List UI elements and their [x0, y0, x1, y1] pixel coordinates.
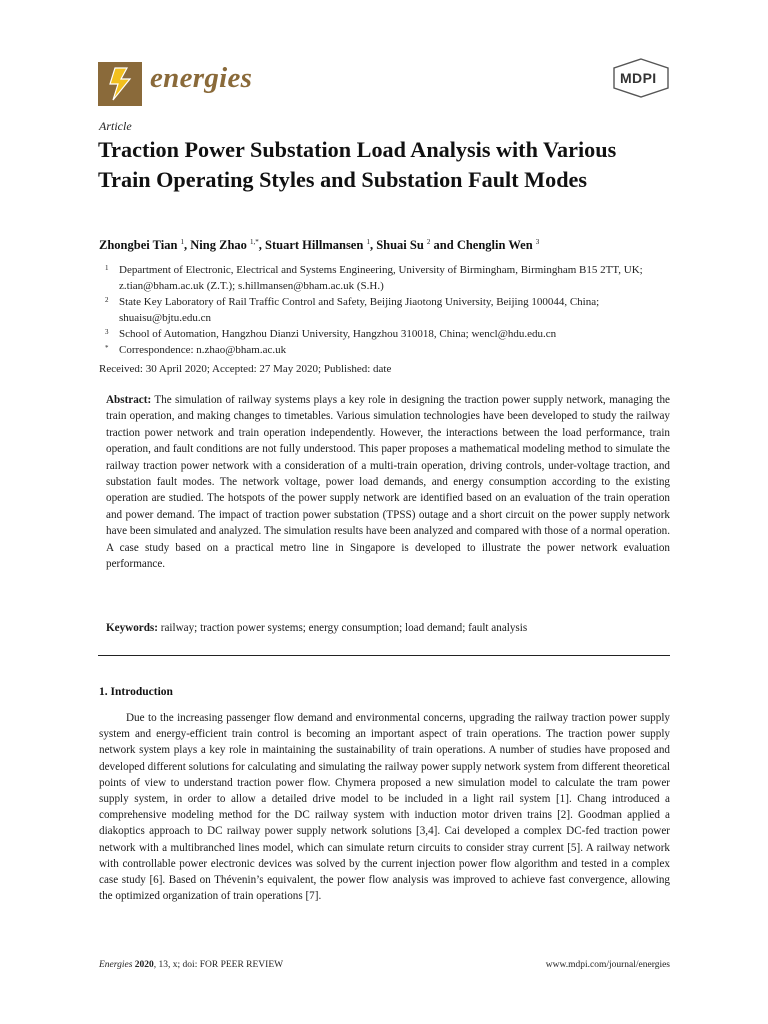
- affiliation-text: Department of Electronic, Electrical and Systems Engineering, University of Birmingham, Birmingham B15 2TT, UK; z.tian@bham.ac.uk (Z.T.); s.hillmansen@bham.ac.uk (S.H.): [119, 264, 643, 292]
- abstract-text: The simulation of railway systems plays a key role in designing the traction power supply network, managing the train operation, and making changes to timetables. Various simulation technologies have been developed to study the railway traction power network and train operation independently. However, the interactions between the load performance, train operation, and fault conditions are not fully understood. This paper proposes a mathematical modeling method to simulate the railway traction power network with a consideration of a multi-train operation, driving controls, under-voltage traction, and substation fault modes. The network voltage, power load demands, and energy consumption according to the existing operation are studied. The hotspots of the power supply network are identified based on an evaluation of the train operation and power demand. The impact of traction power substation (TPSS) outage and a short circuit on the power supply network have been simulated and analyzed. The simulation results have been analyzed and compared with those of a normal operation. A case study based on a practical metro line in Singapore is developed to illustrate the power network evaluation performance.: [106, 394, 670, 571]
- article-title: Traction Power Substation Load Analysis with Various Train Operating Styles and Substation Fault Modes: [98, 137, 617, 192]
- journal-logo: [98, 62, 142, 106]
- article-type: Article: [99, 119, 132, 133]
- footer-citation: [99, 960, 283, 970]
- affiliation-item: [99, 262, 674, 294]
- received-dates: Received: 30 April 2020; Accepted: 27 May 2020; Published: date: [99, 363, 392, 375]
- author-affil-marker: 1,*: [250, 238, 259, 246]
- publisher-name: MDPI: [620, 70, 657, 86]
- affiliation-list: [99, 262, 674, 358]
- author-name: Stuart Hillmansen: [265, 238, 364, 253]
- affiliation-item: [99, 342, 674, 358]
- author-affil-marker: 1: [180, 238, 185, 246]
- intro-paragraph: Due to the increasing passenger flow demand and environmental concerns, upgrading the railway traction power supply system and energy-efficient train control is becoming an important aspect of train operations. The traction power supply network system plays a key role in maintaining the sustainability of train operations. A number of studies have proposed and developed different solutions for calculating and simulating the railway power supply network system from different theoretical points of view to understand traction power flow. Chymera proposed a new simulation model to calculate the tram power supply system, in order to allow a detailed drive model to be included in a light rail system [1]. Chang introduced a comprehensive modeling method for the DC railway system with induction motor driven trains [2]. Goodman applied a diakoptics approach to DC railway power supply network solutions [3,4]. Cai developed a complex DC-fed traction power network with a multibranched lines model, which can simulate return circuits to consider stray current [5]. A railway network with controllable power electronic devices was solved by the current injection power flow algorithm and tested in a complex case study [6]. Based on Thévenin’s equivalent, the power flow analysis was improved to achieve fast convergence, allowing the optimized organization of train operations [7].: [99, 712, 670, 903]
- footer-year: 2020: [134, 960, 154, 970]
- keywords-text: railway; traction power systems; energy consumption; load demand; fault analysis: [160, 622, 528, 634]
- author-list: Zhongbei Tian $^1$, Ning Zhao $^{1,*}$, Stuart Hillmansen $^1$, Shuai Su $^2$ and Chenglin Wen $^3$: [99, 238, 540, 253]
- author-affil-marker: 3: [535, 238, 540, 246]
- affiliation-text: State Key Laboratory of Rail Traffic Control and Safety, Beijing Jiaotong University, Beijing 100044, China; shuaisu@bjtu.edu.cn: [119, 296, 600, 324]
- footer-journal: Energies: [99, 960, 133, 970]
- keywords-label: Keywords:: [106, 622, 158, 634]
- affiliation-item: [99, 294, 674, 326]
- affiliation-marker: *: [105, 344, 109, 352]
- author-affil-marker: 1: [366, 238, 370, 246]
- section-heading: 1. Introduction: [99, 686, 173, 698]
- author-name: Ning Zhao: [190, 238, 247, 253]
- section-divider: [98, 655, 670, 656]
- affiliation-marker: 3: [105, 328, 109, 336]
- affiliation-marker: 1: [105, 264, 109, 272]
- footer-volume: , 13, x; doi: FOR PEER REVIEW: [153, 960, 284, 970]
- lightning-icon: [98, 62, 142, 106]
- journal-name: energies: [150, 62, 253, 94]
- author-affil-marker: 2: [426, 238, 431, 246]
- author-name: Shuai Su: [376, 238, 424, 253]
- footer-url[interactable]: www.mdpi.com/journal/energies: [545, 960, 670, 970]
- affiliation-text: Correspondence: n.zhao@bham.ac.uk: [119, 344, 287, 356]
- affiliation-item: [99, 326, 674, 342]
- author-name: Chenglin Wen: [456, 238, 533, 253]
- abstract: [106, 392, 670, 572]
- publisher-logo: [612, 58, 670, 98]
- abstract-label: Abstract:: [106, 394, 152, 406]
- affiliation-text: School of Automation, Hangzhou Dianzi University, Hangzhou 310018, China; wencl@hdu.edu.cn: [119, 328, 557, 340]
- affiliation-marker: 2: [105, 296, 109, 304]
- keywords: [106, 622, 670, 634]
- author-name: Zhongbei Tian: [99, 238, 178, 253]
